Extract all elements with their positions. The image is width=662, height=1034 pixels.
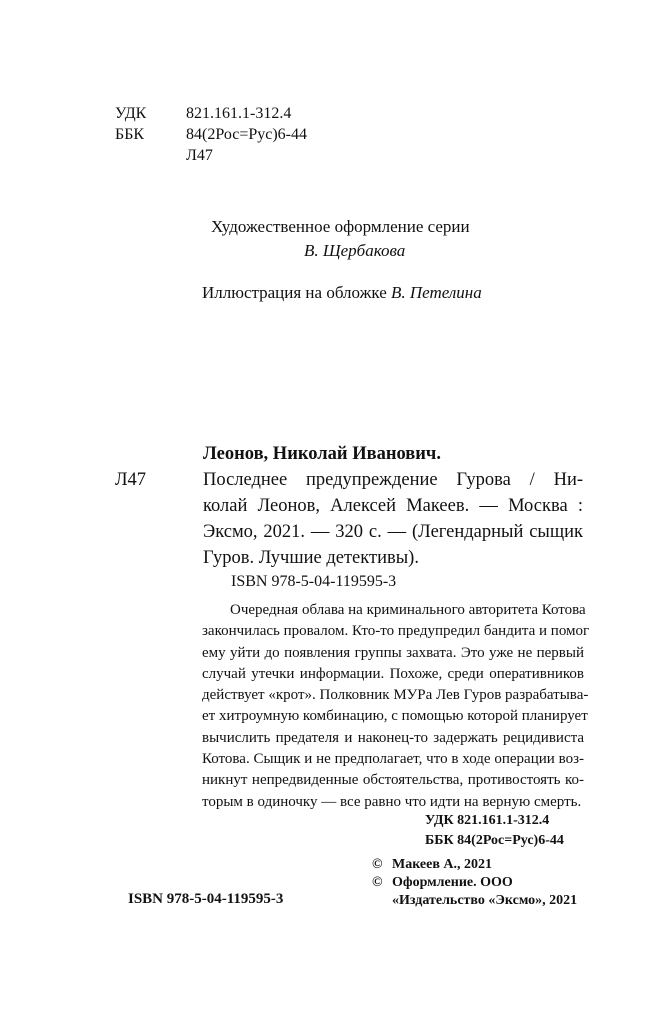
annotation-line: закончилась провалом. Кто-то предупредил бандита и помог: [202, 623, 590, 640]
description-line: Эксмо, 2021. — 320 с. — (Легендарный сыщик: [203, 522, 583, 542]
annotation-line: ет хитроумную комбинацию, с помощью которой планирует: [202, 708, 588, 725]
annotation-line: торым в одиночку — все равно что идти на верную смерть.: [202, 793, 582, 810]
annotation: [202, 600, 590, 813]
cover-illustration-label: Иллюстрация на обложке: [202, 283, 387, 302]
bbk-value: 84(2Рос=Рус)6-44: [186, 126, 308, 143]
annotation-line: Очередная облава на криминального авторитета Котова: [230, 602, 586, 618]
udk-value: 821.161.1-312.4: [186, 105, 292, 122]
author-mark: Л47: [186, 147, 213, 164]
copyright-design-line1: Оформление. ООО: [392, 875, 513, 890]
copyright-design-line2: «Издательство «Эксмо», 2021: [392, 893, 578, 908]
bibliographic-description: [203, 467, 583, 571]
series-design-line: Художественное оформление серии: [211, 217, 470, 236]
bibliographic-mark: Л47: [115, 470, 147, 490]
bibliographic-isbn: ISBN 978-5-04-119595-3: [231, 573, 397, 590]
annotation-line: действует «крот». Полковник МУРа Лев Гуров разрабатыва-: [202, 687, 589, 704]
annotation-line: ему уйти до появления группы захвата. Это уже не первый: [202, 644, 584, 661]
author-heading: Леонов, Николай Иванович.: [203, 444, 441, 464]
annotation-line: никнут непредвиденные обстоятельства, противостоять ко-: [202, 772, 584, 789]
annotation-line: Котова. Сыщик и не предполагает, что в ходе операции воз-: [202, 751, 584, 768]
copyright-symbol: ©: [372, 875, 383, 890]
cover-illustration-name: В. Петелина: [391, 283, 482, 302]
copyright-symbol: ©: [372, 857, 383, 872]
description-line: колай Леонов, Алексей Макеев. — Москва :: [203, 496, 583, 516]
bbk-label: ББК: [115, 126, 145, 143]
annotation-line: случай утечки информации. Похоже, среди оперативников: [202, 665, 584, 682]
bottom-udk: УДК 821.161.1-312.4: [425, 813, 550, 828]
udk-label: УДК: [115, 105, 147, 122]
bottom-bbk: ББК 84(2Рос=Рус)6-44: [425, 833, 564, 848]
description-line: Последнее предупреждение Гурова / Ни-: [203, 470, 583, 490]
series-design-name: В. Щербакова: [304, 241, 406, 260]
copyright-author: Макеев А., 2021: [392, 857, 493, 872]
footer-isbn: ISBN 978-5-04-119595-3: [128, 891, 284, 907]
cover-illustration-credit: [202, 282, 482, 304]
annotation-line: вычислить предателя и наконец-то задержать рецидивиста: [202, 729, 584, 746]
description-line: Гуров. Лучшие детективы).: [203, 548, 419, 568]
